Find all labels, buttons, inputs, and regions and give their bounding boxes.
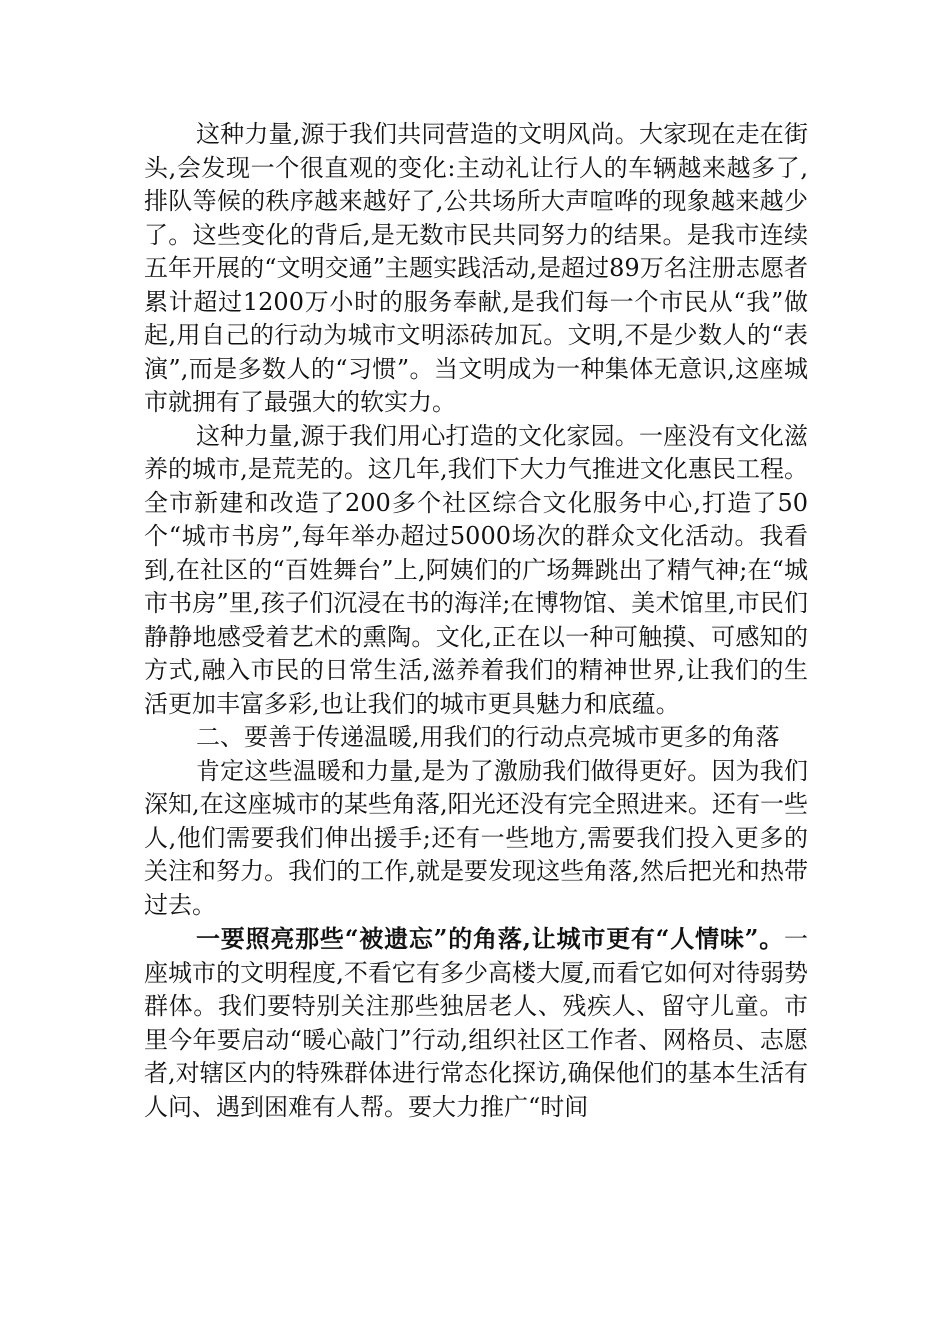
paragraph-point-one — [144, 922, 808, 1124]
section-heading: 二、要善于传递温暖,用我们的行动点亮城市更多的角落 — [196, 723, 780, 751]
paragraph-intro: 肯定这些温暖和力量,是为了激励我们做得更好。因为我们深知,在这座城市的某些角落,阳光还没有完全照进来。还有一些人,他们需要我们伸出援手;还有一些地方,需要我们投入更多的关注和努力。我们的工作,就是要发现这些角落,然后把光和热带过去。 — [144, 756, 808, 919]
document-page — [144, 118, 808, 1124]
paragraph-culture: 这种力量,源于我们用心打造的文化家园。一座没有文化滋养的城市,是荒芜的。这几年,我们下大力气推进文化惠民工程。全市新建和改造了200多个社区综合文化服务中心,打造了50个“城市书房”,每年举办超过5000场次的群众文化活动。我看到,在社区的“百姓舞台”上,阿姨们的广场舞跳出了精气神;在“城市书房”里,孩子们沉浸在书的海洋;在博物馆、美术馆里,市民们静静地感受着艺术的熏陶。文化,正在以一种可触摸、可感知的方式,融入市民的日常生活,滋养着我们的精神世界,让我们的生活更加丰富多彩,也让我们的城市更具魅力和底蕴。 — [144, 421, 808, 718]
point-one-lead: 一要照亮那些“被遗忘”的角落,让城市更有“人情味”。 — [196, 924, 784, 953]
paragraph-civilization: 这种力量,源于我们共同营造的文明风尚。大家现在走在街头,会发现一个很直观的变化:主动礼让行人的车辆越来越多了,排队等候的秩序越来越好了,公共场所大声喧哗的现象越来越少了。这些变化的背后,是无数市民共同努力的结果。是我市连续五年开展的“文明交通”主题实践活动,是超过89万名注册志愿者累计超过1200万小时的服务奉献,是我们每一个市民从“我”做起,用自己的行动为城市文明添砖加瓦。文明,不是少数人的“表演”,而是多数人的“习惯”。当文明成为一种集体无意识,这座城市就拥有了最强大的软实力。 — [144, 120, 808, 416]
point-one-body: 一座城市的文明程度,不看它有多少高楼大厦,而看它如何对待弱势群体。我们要特别关注那些独居老人、残疾人、留守儿童。市里今年要启动“暖心敲门”行动,组织社区工作者、网格员、志愿者,对辖区内的特殊群体进行常态化探访,确保他们的基本生活有人问、遇到困难有人帮。要大力推广“时间 — [144, 925, 808, 1121]
